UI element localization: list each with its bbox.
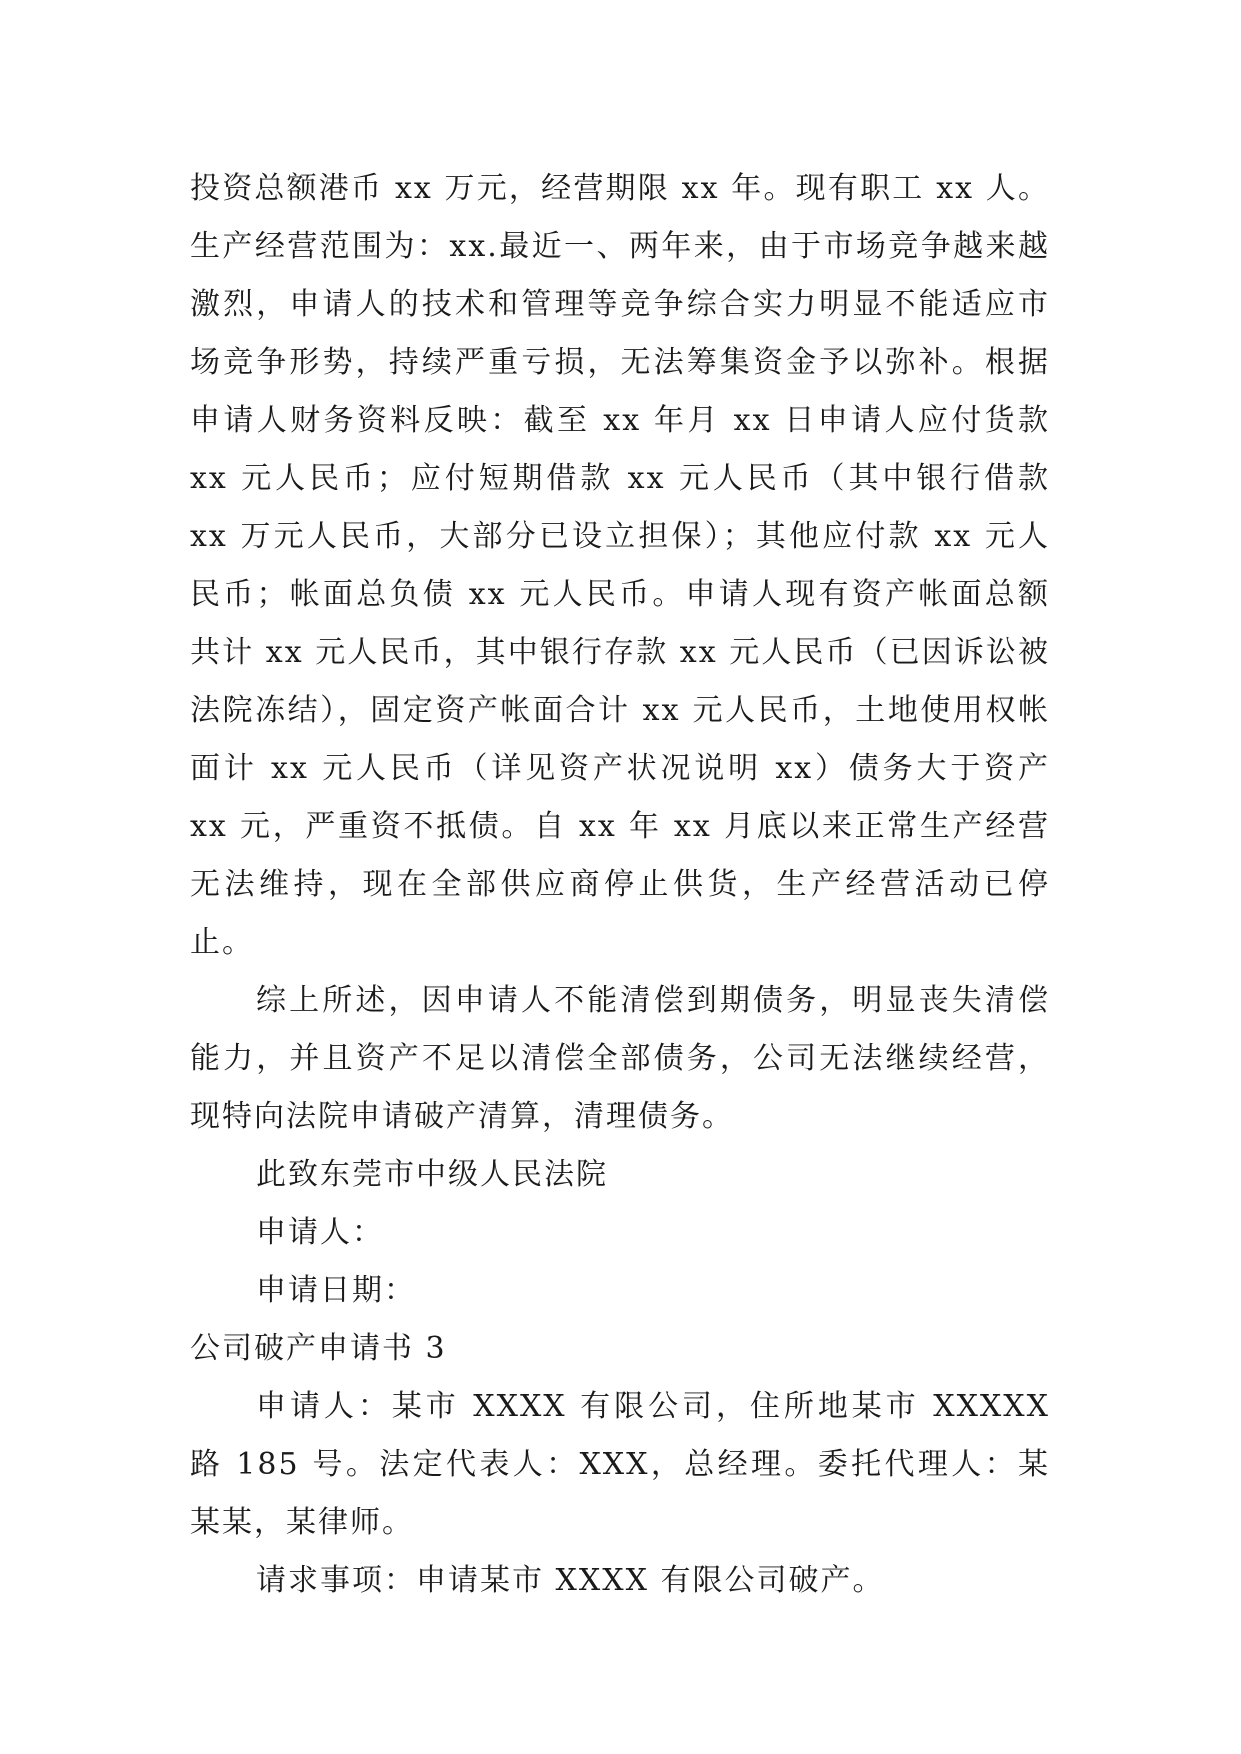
paragraph-request: 请求事项：申请某市 XXXX 有限公司破产。 xyxy=(256,1563,885,1598)
paragraph-financial-status: 投资总额港币 xx 万元，经营期限 xx 年。现有职工 xx 人。生产经营范围为：xx.最近一、两年来，由于市场竞争越来越激烈，申请人的技术和管理等竞争综合实力明显不能适应市场竞争形势，持续严重亏损，无法筹集资金予以弥补。根据申请人财务资料反映：截至 xx 年月 xx 日申请人应付货款 xx 元人民币；应付短期借款 xx 元人民币（其中银行借款 xx 万元人民币，大部分已设立担保）；其他应付款 xx 元人民币；帐面总负债 xx 元人民币。申请人现有资产帐面总额共计 xx 元人民币，其中银行存款 xx 元人民币（已因诉讼被法院冻结），固定资产帐面合计 xx 元人民币，土地使用权帐面计 xx 元人民币（详见资产状况说明 xx）债务大于资产 xx 元，严重资不抵债。自 xx 年 xx 月底以来正常生产经营无法维持，现在全部供应商停止供货，生产经营活动已停止。 xyxy=(190,171,1050,960)
paragraph-applicant-info: 申请人：某市 XXXX 有限公司，住所地某市 XXXXX 路 185 号。法定代表人：XXX，总经理。委托代理人：某某某，某律师。 xyxy=(190,1389,1050,1540)
document-body xyxy=(190,160,1050,1610)
paragraph-application-date: 申请日期： xyxy=(256,1273,416,1308)
section-heading: 公司破产申请书 3 xyxy=(190,1331,447,1366)
paragraph-applicant-signature: 申请人： xyxy=(256,1215,384,1250)
paragraph-conclusion: 综上所述，因申请人不能清偿到期债务，明显丧失清偿能力，并且资产不足以清偿全部债务，公司无法继续经营，现特向法院申请破产清算，清理债务。 xyxy=(190,983,1050,1134)
paragraph-addressee: 此致东莞市中级人民法院 xyxy=(256,1157,608,1192)
